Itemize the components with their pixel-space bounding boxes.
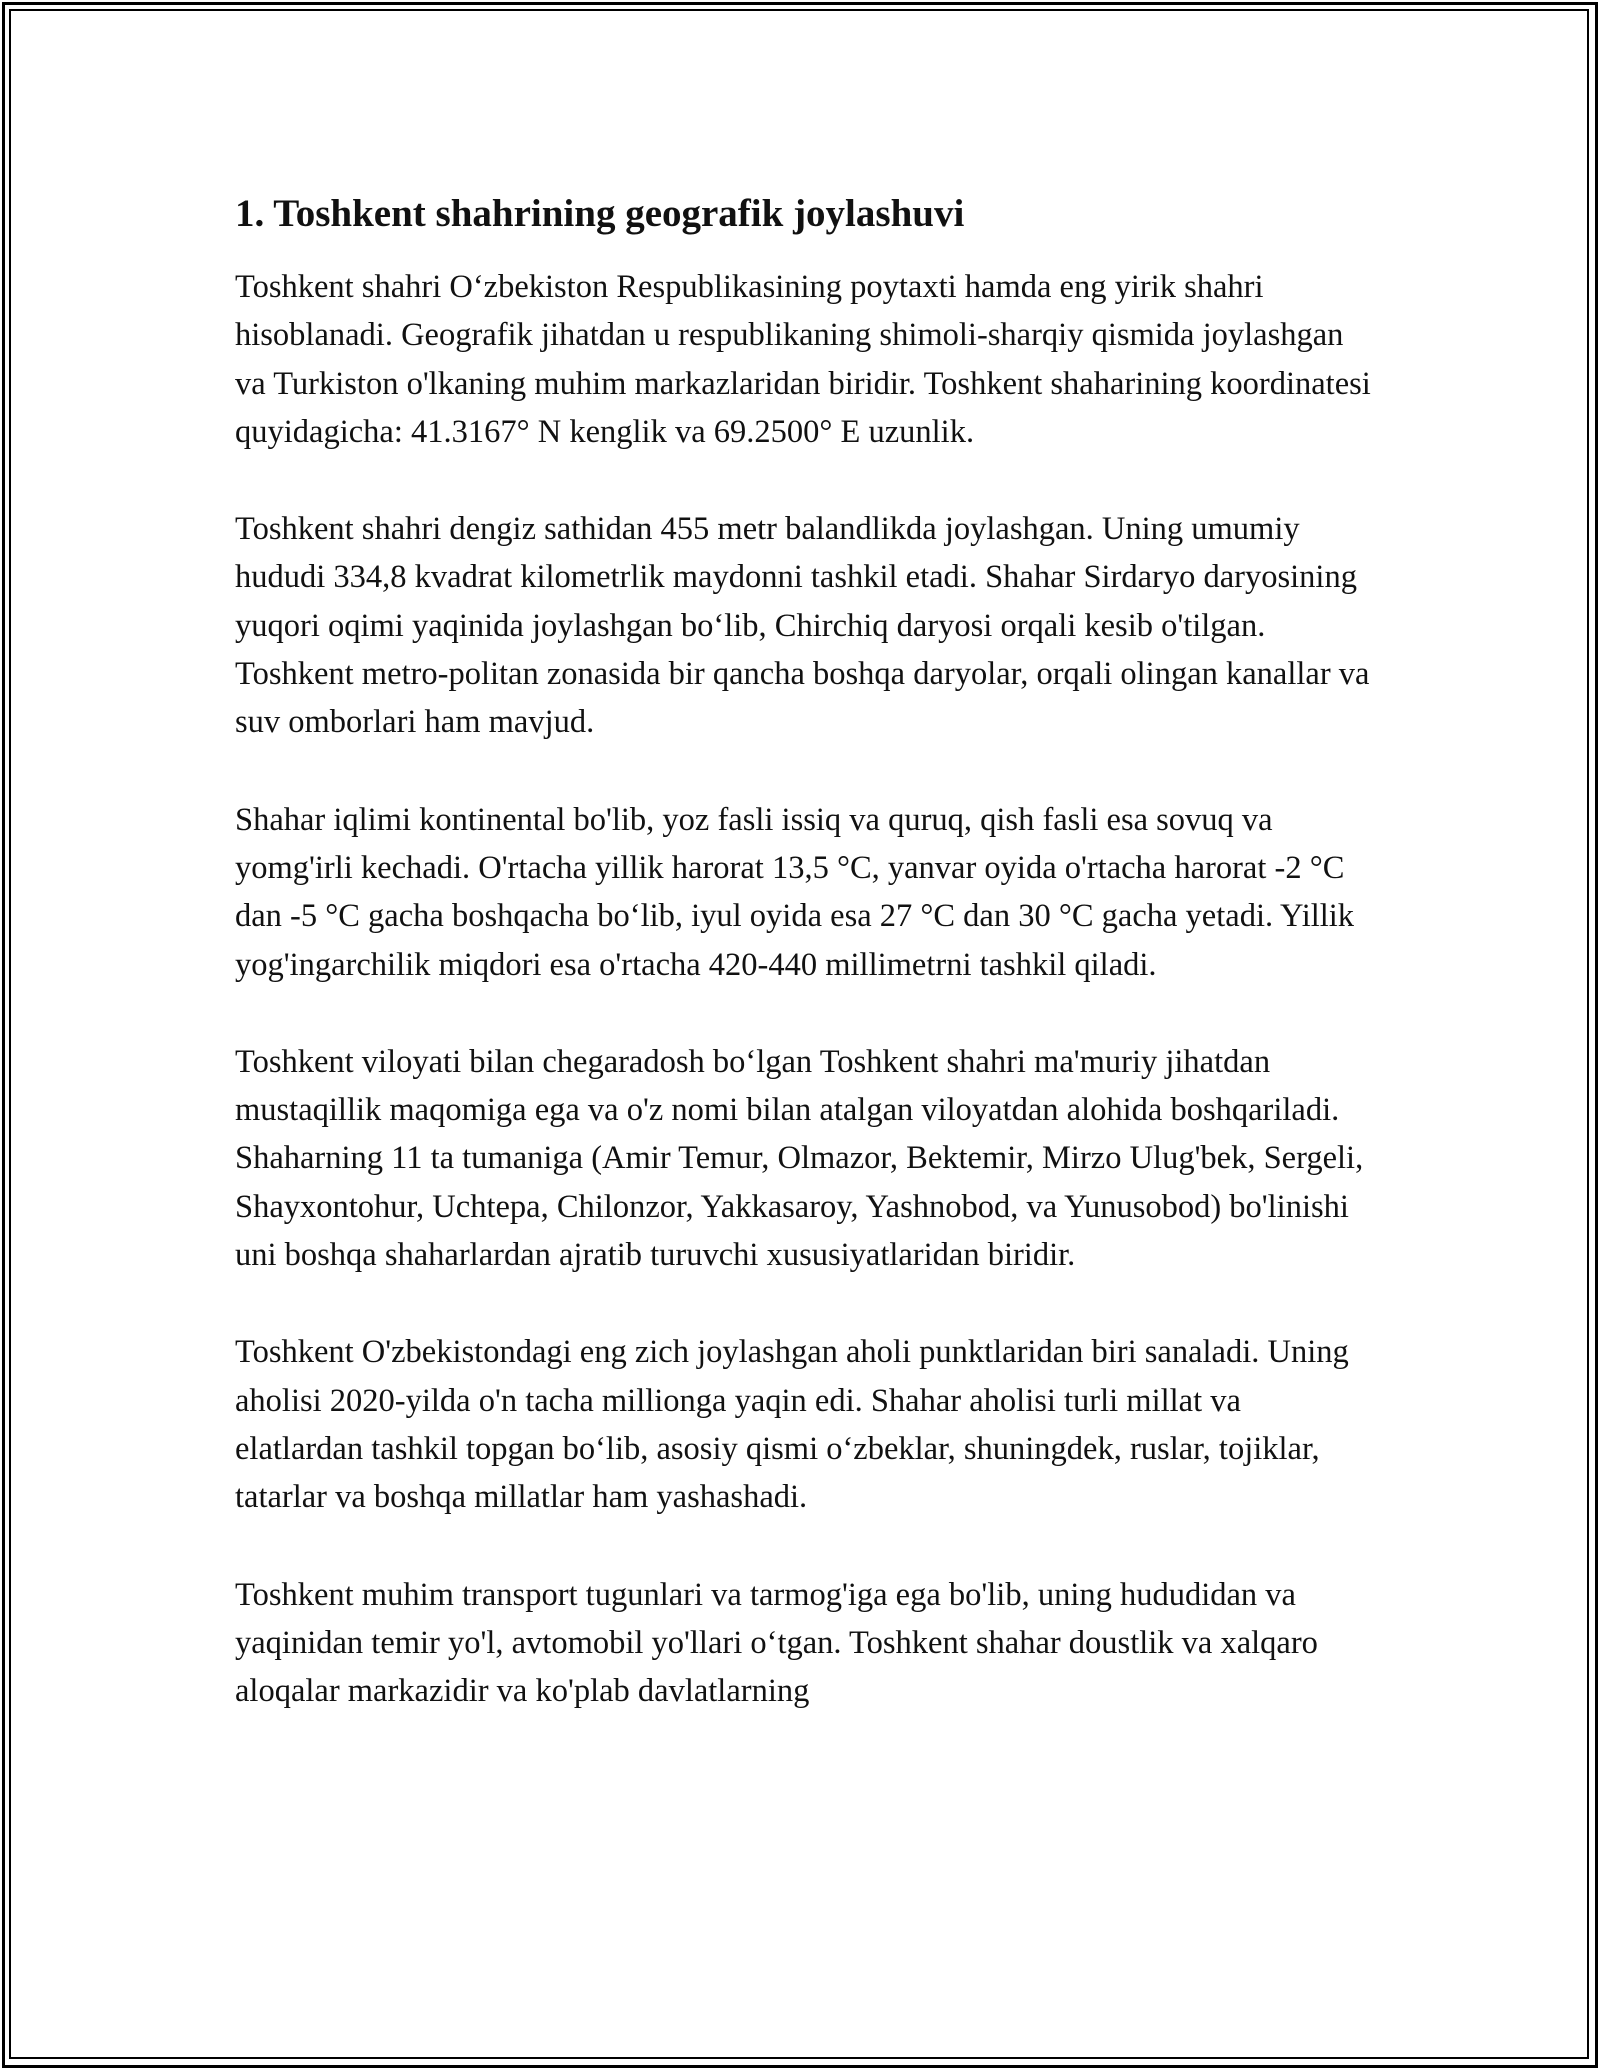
section-heading: 1. Toshkent shahrining geografik joylashuvi [235, 192, 965, 235]
paragraph-transport: Toshkent muhim transport tugunlari va tarmog'iga ega bo'lib, uning hududidan va yaqinidan temir yo'l, avtomobil yo'llari o‘tgan. Toshkent shahar doustlik va xalqaro aloqalar markazidir va ko'plab davlatlarning [235, 1576, 1318, 1710]
document-body [235, 185, 1375, 1764]
paragraph-population: Toshkent O'zbekistondagi eng zich joylashgan aholi punktlaridan biri sanaladi. Uning aholisi 2020-yilda o'n tacha millionga yaqin edi. Shahar aholisi turli millat va elatlardan tashkil topgan bo‘lib, asosiy qismi o‘zbeklar, shuningdek, ruslar, tojiklar, tatarlar va boshqa millatlar ham yashashadi. [235, 1334, 1349, 1516]
paragraph-location: Toshkent shahri O‘zbekiston Respublikasining poytaxti hamda eng yirik shahri hisoblanadi. Geografik jihatdan u respublikaning shimoli-sharqiy qismida joylashgan va Turkiston o'lkaning muhim markazlaridan biridir. Toshkent shaharining koordinatesi quyidagicha: 41.3167° N kenglik va 69.2500° E uzunlik. [235, 269, 1371, 450]
paragraph-administration: Toshkent viloyati bilan chegaradosh bo‘lgan Toshkent shahri ma'muriy jihatdan mustaqillik maqomiga ega va o'z nomi bilan atalgan viloyatdan alohida boshqariladi. Shaharning 11 ta tumaniga (Amir Temur, Olmazor, Bektemir, Mirzo Ulug'bek, Sergeli, Shayxontohur, Uchtepa, Chilonzor, Yakkasaroy, Yashnobod, va Yunusobod) bo'linishi uni boshqa shaharlardan ajratib turuvchi xususiyatlaridan biridir. [235, 1043, 1364, 1274]
paragraph-elevation-rivers: Toshkent shahri dengiz sathidan 455 metr balandlikda joylashgan. Uning umumiy hududi 334,8 kvadrat kilometrlik maydonni tashkil etadi. Shahar Sirdaryo daryosining yuqori oqimi yaqinida joylashgan bo‘lib, Chirchiq daryosi orqali kesib o'tilgan. Toshkent metro-politan zonasida bir qancha boshqa daryolar, orqali olingan kanallar va suv omborlari ham mavjud. [235, 511, 1370, 741]
paragraph-climate: Shahar iqlimi kontinental bo'lib, yoz fasli issiq va quruq, qish fasli esa sovuq va yomg'irli kechadi. O'rtacha yillik harorat 13,5 °C, yanvar oyida o'rtacha harorat -2 °C dan -5 °C gacha boshqacha bo‘lib, iyul oyida esa 27 °C dan 30 °C gacha yetadi. Yillik yog'ingarchilik miqdori esa o'rtacha 420-440 millimetrni tashkil qiladi. [235, 801, 1355, 983]
